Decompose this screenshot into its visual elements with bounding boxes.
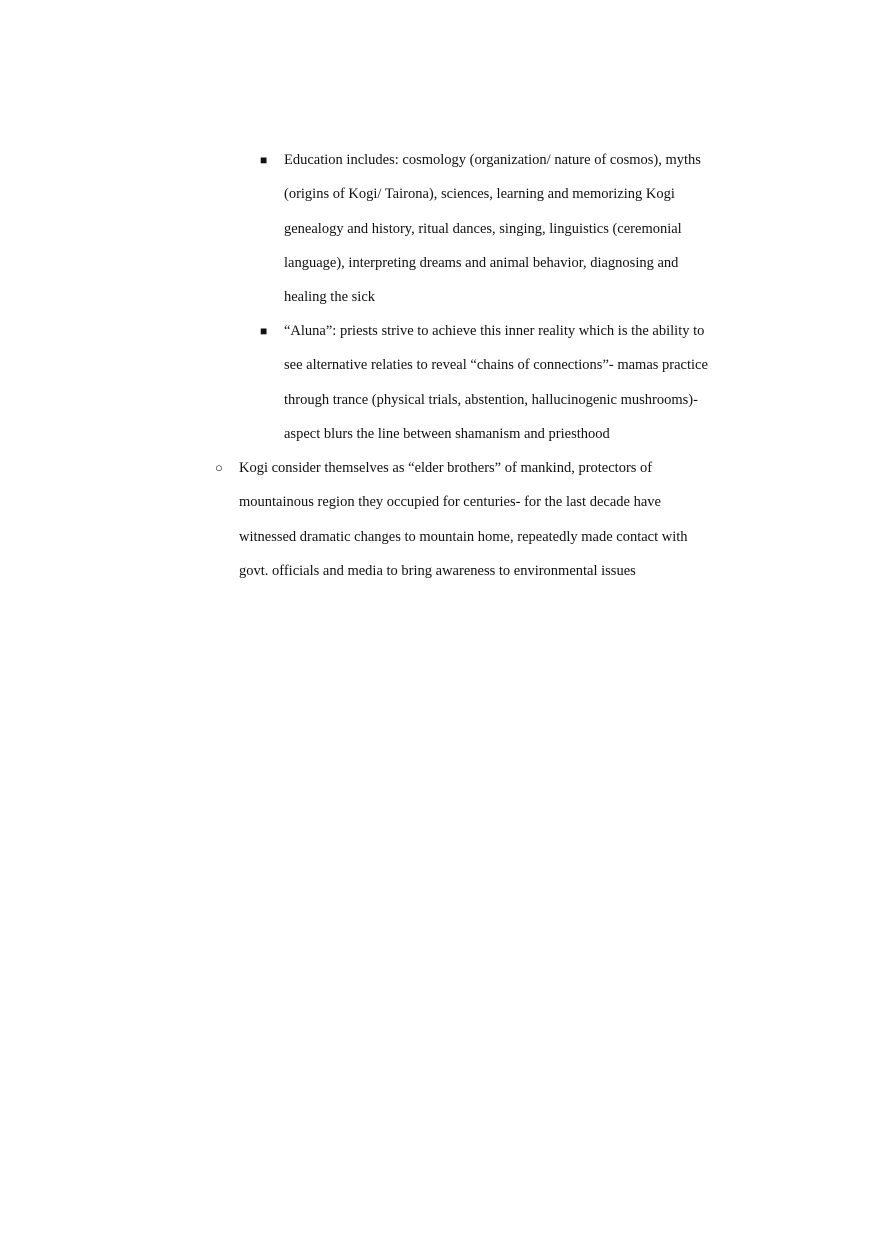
list-item-text: “Aluna”: priests strive to achieve this inner reality which is the ability to see alternative relaties to reveal “chains of connections”- mamas practice through trance (physical trials, abstention, hallucinogenic mushrooms)- aspect blurs the line between shamanism and priesthood (284, 323, 708, 442)
square-bullet-icon: ■ (260, 153, 268, 167)
list-item-text: Education includes: cosmology (organization/ nature of cosmos), myths (origins of Kogi/ Tairona), sciences, learning and memorizing Kogi genealogy and history, ritual dances, singing, linguistics (ceremonial language), interpreting dreams and animal behavior, diagnosing and healing the sick (284, 152, 701, 306)
square-bullet-icon: ■ (260, 324, 268, 338)
list-item-aluna (260, 314, 724, 451)
list-item-kogi (215, 451, 719, 588)
circle-bullet-icon: ○ (215, 460, 223, 475)
list-item-education (260, 143, 724, 314)
list-item-text: Kogi consider themselves as “elder brothers” of mankind, protectors of mountainous region they occupied for centuries- for the last decade have witnessed dramatic changes to mountain home, repeatedly made contact with govt. officials and media to bring awareness to environmental issues (239, 460, 688, 579)
